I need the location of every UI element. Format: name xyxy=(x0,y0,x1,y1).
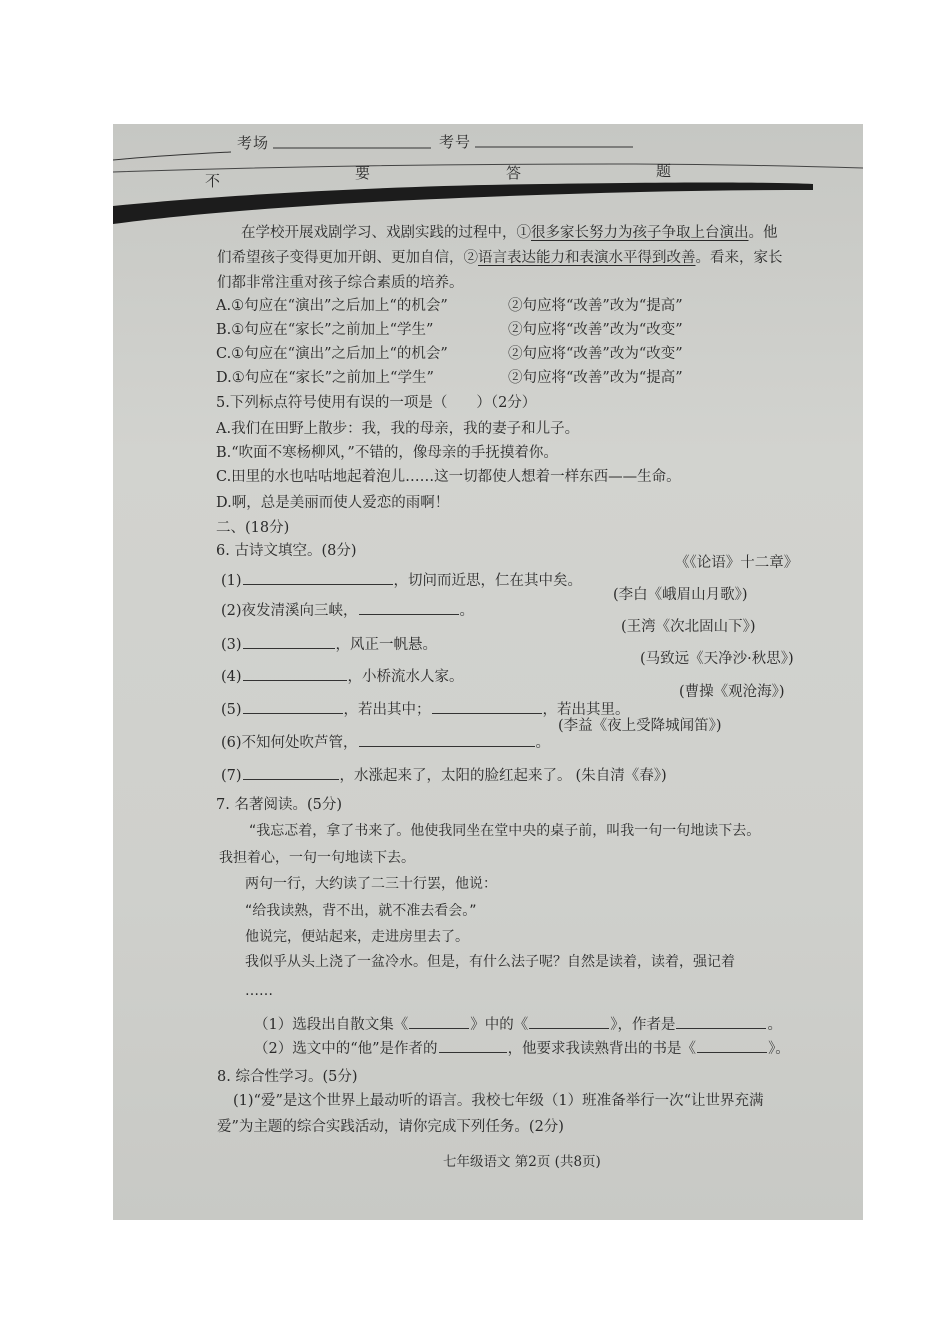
q6-stem: 6. 古诗文填空。(8分) xyxy=(216,543,357,559)
q4-option-d-right: ②句应将“改善”改为“提高” xyxy=(508,370,683,386)
q6-item-3-blank[interactable] xyxy=(243,634,335,649)
q5-option-a: A.我们在田野上散步：我，我的母亲，我的妻子和儿子。 xyxy=(216,421,580,437)
q7-sub-2-blank-2[interactable] xyxy=(697,1038,767,1053)
q7-stem: 7. 名著阅读。(5分) xyxy=(216,797,342,813)
q6-item-2-blank[interactable] xyxy=(359,600,459,615)
q5-option-c: C.田里的水也咕咕地起着泡儿……这一切都使人想着一样东西——生命。 xyxy=(216,469,681,485)
q5-option-b: B.“吹面不寒杨柳风，”不错的，像母亲的手抚摸着你。 xyxy=(216,445,558,461)
q6-item-6-source: (李益《夜上受降城闻笛》) xyxy=(558,718,722,734)
exam-number-label: 考号 xyxy=(439,133,472,151)
q6-item-4-blank[interactable] xyxy=(243,666,347,681)
q7-passage-line-5: 他说完，便站起来，走进房里去了。 xyxy=(245,929,469,945)
q7-passage-line-2: 我担着心，一句一句地读下去。 xyxy=(219,850,415,866)
q7-passage-ellipsis: …… xyxy=(245,983,273,999)
q7-sub-1: （1）选段出自散文集《 》中的《 》，作者是 。 xyxy=(254,1014,782,1033)
seal-char-4: 题 xyxy=(656,162,673,180)
q4-option-b-left: B.①句应在“家长”之前加上“学生” xyxy=(216,322,434,338)
q6-item-4: (4) ，小桥流水人家。 xyxy=(221,666,464,685)
q7-passage-line-4: “给我读熟，背不出，就不准去看会。” xyxy=(245,903,477,919)
q6-item-5-blank-b[interactable] xyxy=(432,699,542,714)
q4-paragraph-line-3: 们都非常注重对孩子综合素质的培养。 xyxy=(217,275,464,291)
page-footer: 七年级语文 第2页 (共8页) xyxy=(443,1154,601,1170)
seal-char-2: 要 xyxy=(355,164,372,182)
q6-item-1-source: 《《论语》十二章》 xyxy=(675,555,799,571)
q7-passage-line-6: 我似乎从头上浇了一盆冷水。但是，有什么法子呢？自然是读着，读着，强记着 xyxy=(245,954,735,970)
q7-sub-2: （2）选文中的“他”是作者的 ，他要求我读熟背出的书是《 》。 xyxy=(254,1038,790,1057)
q4-paragraph-line-2: 们希望孩子变得更加开朗、更加自信，②语言表达能力和表演水平得到改善。看来，家长 xyxy=(217,250,783,266)
q4-paragraph-line-1: 在学校开展戏剧学习、戏剧实践的过程中，①很多家长努力为孩子争取上台演出。他 xyxy=(241,225,778,241)
q6-item-7-blank[interactable] xyxy=(243,765,339,780)
q7-sub-1-blank-2[interactable] xyxy=(529,1014,609,1029)
q6-item-1-blank[interactable] xyxy=(243,570,393,585)
q7-passage-line-3: 两句一行，大约读了二三十行罢，他说： xyxy=(245,876,497,892)
q4-option-a-left: A.①句应在“演出”之后加上“的机会” xyxy=(216,298,448,314)
q4-option-a-right: ②句应将“改善”改为“提高” xyxy=(508,298,683,314)
q8-line-1: (1)“爱”是这个世界上最动听的语言。我校七年级（1）班准备举行一次“让世界充满 xyxy=(233,1093,764,1109)
q7-passage-line-1: “我忘忑着，拿了书来了。他使我同坐在堂中央的桌子前，叫我一句一句地读下去。 xyxy=(249,823,761,839)
q5-stem: 5.下列标点符号使用有误的一项是（ ）（2分） xyxy=(216,395,537,411)
q4-option-c-left: C.①句应在“演出”之后加上“的机会” xyxy=(216,346,448,362)
q8-line-2: 爱”为主题的综合实践活动，请你完成下列任务。(2分) xyxy=(217,1119,564,1135)
q6-item-5: (5) ，若出其中； ，若出其里。 xyxy=(221,699,630,718)
q7-sub-1-blank-1[interactable] xyxy=(409,1014,469,1029)
section-2-title: 二、(18分) xyxy=(216,520,290,536)
q8-stem: 8. 综合性学习。(5分) xyxy=(217,1069,358,1085)
q6-item-5-source: (曹操《观沧海》) xyxy=(679,684,785,700)
q6-item-6: (6)不知何处吹芦管， 。 xyxy=(221,732,550,751)
q4-option-b-right: ②句应将“改善”改为“改变” xyxy=(508,322,683,338)
q6-item-5-blank-a[interactable] xyxy=(243,699,343,714)
q6-item-2-source: (李白《峨眉山月歌》) xyxy=(613,587,748,603)
q6-item-3-source: (王湾《次北固山下》) xyxy=(621,619,756,635)
q5-option-d: D.啊，总是美丽而使人爱恋的雨啊！ xyxy=(216,495,450,511)
q6-item-3: (3) ，风正一帆悬。 xyxy=(221,634,437,653)
exam-sheet xyxy=(113,124,863,1220)
binding-line-art xyxy=(113,124,863,234)
q4-option-d-left: D.①句应在“家长”之前加上“学生” xyxy=(216,370,434,386)
q6-item-4-source: (马致远《天净沙·秋思》) xyxy=(640,651,794,667)
exam-room-label: 考场 xyxy=(237,134,270,152)
seal-char-1: 不 xyxy=(205,172,222,190)
q6-item-1: (1) ，切问而近思，仁在其中矣。 xyxy=(221,570,582,589)
seal-char-3: 答 xyxy=(506,164,523,182)
q7-sub-1-blank-3[interactable] xyxy=(676,1014,766,1029)
q6-item-7: (7) ，水涨起来了，太阳的脸红起来了。 (朱自清《春》) xyxy=(221,765,667,784)
q4-option-c-right: ②句应将“改善”改为“改变” xyxy=(508,346,683,362)
q6-item-2: (2)夜发清溪向三峡， 。 xyxy=(221,600,474,619)
q6-item-6-blank[interactable] xyxy=(359,732,535,747)
q7-sub-2-blank-1[interactable] xyxy=(439,1038,507,1053)
